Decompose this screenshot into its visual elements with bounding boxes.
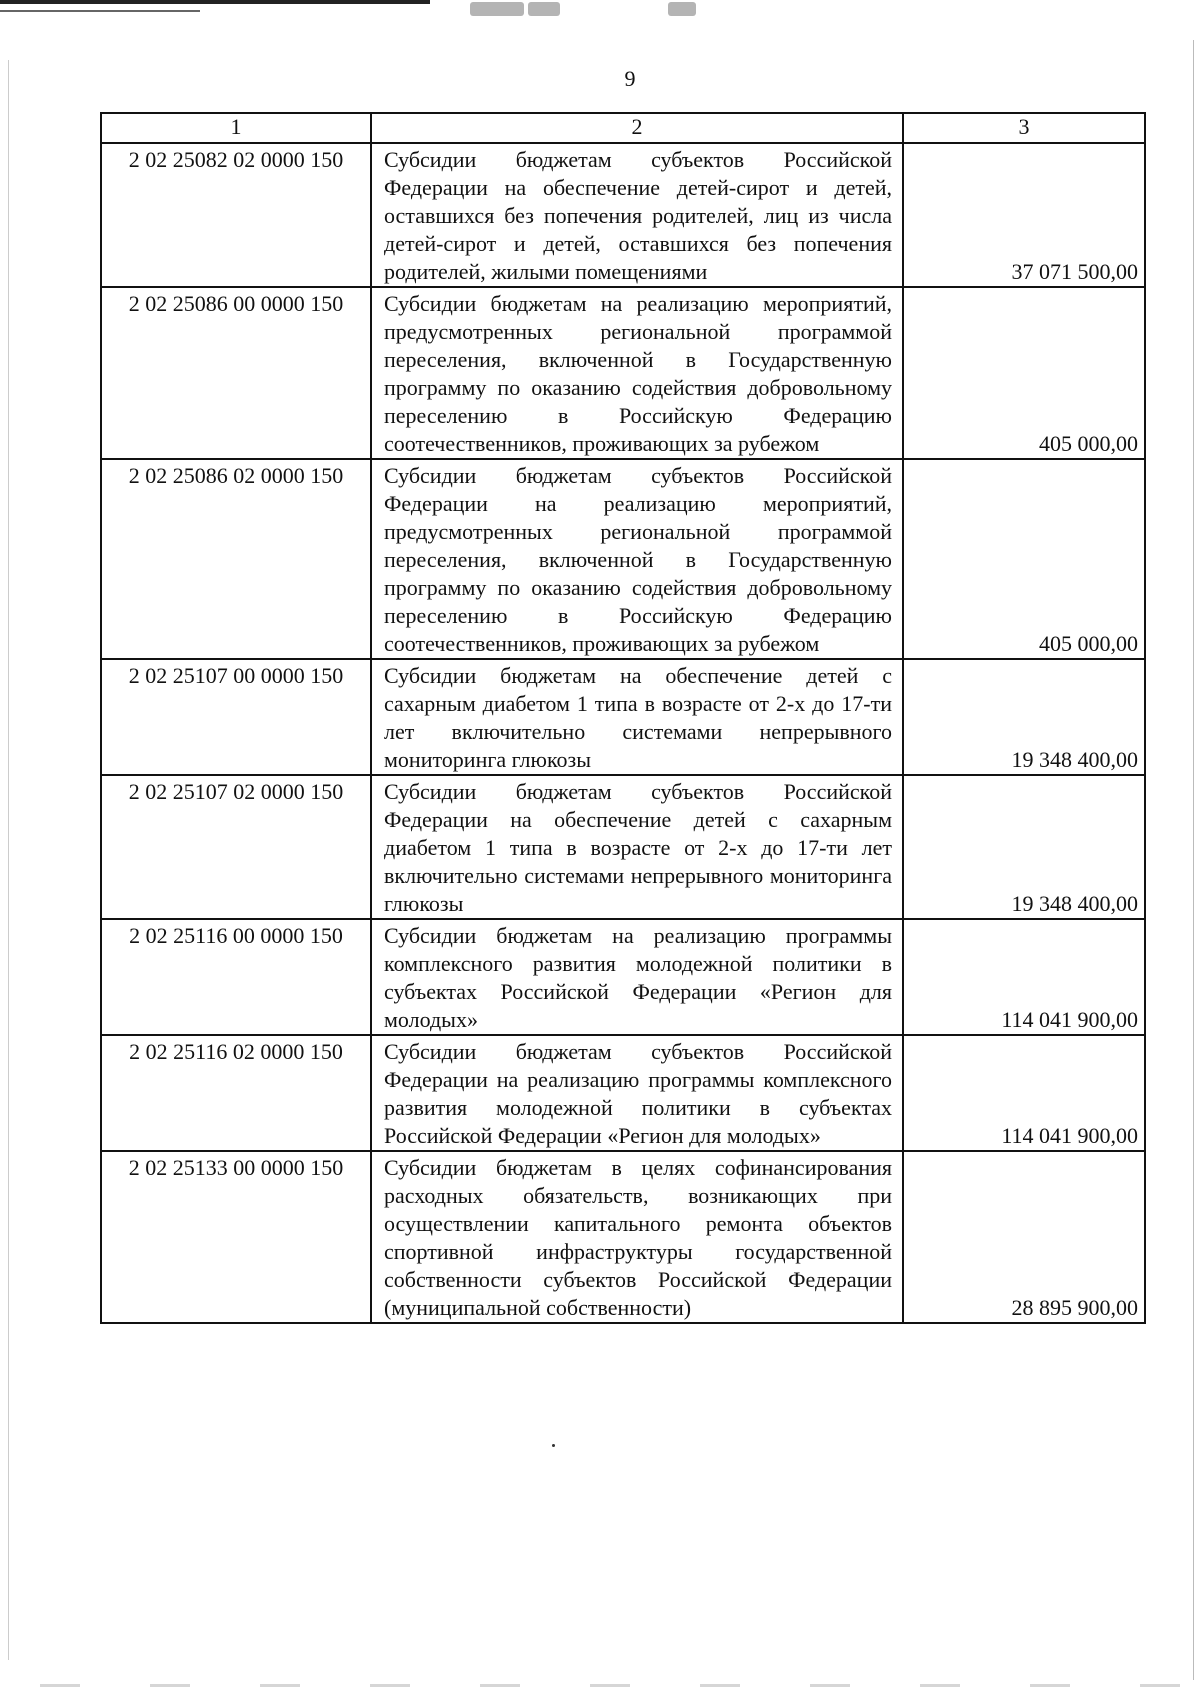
budget-code: 2 02 25086 02 0000 150 <box>101 459 371 659</box>
budget-amount: 19 348 400,00 <box>903 775 1145 919</box>
table-row <box>101 1151 1145 1323</box>
scan-artifact-dot <box>552 1444 555 1447</box>
page-number: 9 <box>624 66 636 91</box>
table-row <box>101 659 1145 775</box>
table-header-row <box>101 113 1145 143</box>
column-header-1: 1 <box>101 113 371 143</box>
table-row <box>101 143 1145 287</box>
budget-amount: 37 071 500,00 <box>903 143 1145 287</box>
budget-code: 2 02 25116 02 0000 150 <box>101 1035 371 1151</box>
budget-description: Субсидии бюджетам субъектов Российской Федерации на обеспечение детей-сирот и детей, оставшихся без попечения родителей, лиц из числа детей-сирот и детей, оставшихся без попечения родителей, жилыми помещениями <box>371 143 903 287</box>
budget-description: Субсидии бюджетам на реализацию мероприятий, предусмотренных региональной программой переселения, включенной в Государственную программу по оказанию содействия добровольному переселению в Российскую Федерацию соотечественников, проживающих за рубежом <box>371 287 903 459</box>
scan-artifact-blot <box>470 2 524 16</box>
budget-description: Субсидии бюджетам субъектов Российской Федерации на обеспечение детей с сахарным диабетом 1 типа в возрасте от 2-х до 17-ти лет включительно системами непрерывного мониторинга глюкозы <box>371 775 903 919</box>
budget-amount: 405 000,00 <box>903 459 1145 659</box>
scan-artifact-blot <box>528 2 560 16</box>
scan-artifact-top-line <box>0 10 200 12</box>
table-row <box>101 1035 1145 1151</box>
table-row <box>101 775 1145 919</box>
budget-amount: 19 348 400,00 <box>903 659 1145 775</box>
scan-artifact-edge <box>8 60 9 1660</box>
budget-description: Субсидии бюджетам в целях софинансирования расходных обязательств, возникающих при осуществлении капитального ремонта объектов спортивной инфраструктуры государственной собственности субъектов Российской Федерации (муниципальной собственности) <box>371 1151 903 1323</box>
scan-artifact-blot <box>668 2 696 16</box>
table-row <box>101 459 1145 659</box>
budget-description: Субсидии бюджетам на реализацию программы комплексного развития молодежной политики в субъектах Российской Федерации «Регион для молодых» <box>371 919 903 1035</box>
column-header-3: 3 <box>903 113 1145 143</box>
budget-description: Субсидии бюджетам субъектов Российской Федерации на реализацию мероприятий, предусмотренных региональной программой переселения, включенной в Государственную программу по оказанию содействия добровольному переселению в Российскую Федерацию соотечественников, проживающих за рубежом <box>371 459 903 659</box>
scan-artifact-bottom <box>40 1684 1180 1687</box>
scan-artifact-top-line <box>0 0 430 4</box>
budget-code: 2 02 25116 00 0000 150 <box>101 919 371 1035</box>
table-row <box>101 919 1145 1035</box>
budget-description: Субсидии бюджетам на обеспечение детей с сахарным диабетом 1 типа в возрасте от 2-х до 17-ти лет включительно системами непрерывного мониторинга глюкозы <box>371 659 903 775</box>
scan-artifact-edge <box>1193 40 1194 1680</box>
table-row <box>101 287 1145 459</box>
budget-amount: 405 000,00 <box>903 287 1145 459</box>
budget-code: 2 02 25133 00 0000 150 <box>101 1151 371 1323</box>
budget-code: 2 02 25107 00 0000 150 <box>101 659 371 775</box>
budget-description: Субсидии бюджетам субъектов Российской Федерации на реализацию программы комплексного развития молодежной политики в субъектах Российской Федерации «Регион для молодых» <box>371 1035 903 1151</box>
column-header-2: 2 <box>371 113 903 143</box>
budget-code: 2 02 25107 02 0000 150 <box>101 775 371 919</box>
budget-amount: 114 041 900,00 <box>903 1035 1145 1151</box>
budget-amount: 28 895 900,00 <box>903 1151 1145 1323</box>
budget-amount: 114 041 900,00 <box>903 919 1145 1035</box>
budget-code: 2 02 25086 00 0000 150 <box>101 287 371 459</box>
budget-code: 2 02 25082 02 0000 150 <box>101 143 371 287</box>
budget-table <box>100 112 1146 1324</box>
